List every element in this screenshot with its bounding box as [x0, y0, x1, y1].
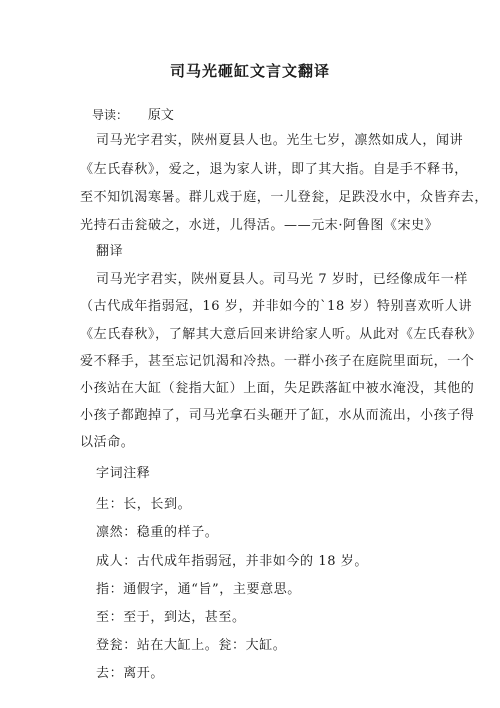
- translation-line: （古代成年指弱冠，16 岁，并非如今的`18 岁）特别喜欢听人讲: [80, 299, 473, 314]
- glossary-item: 登瓮：站在大缸上。瓮：大缸。: [96, 638, 287, 653]
- document-title: 司马光砸缸文言文翻译: [169, 62, 330, 80]
- translation-line: 爱不释手，甚至忘记饥渴和冷热。一群小孩子在庭院里面玩，一个: [80, 354, 475, 369]
- translation-line: 以活命。: [80, 435, 135, 450]
- guide-row: [92, 104, 174, 123]
- translation-line: 《左氏春秋》，了解其大意后回来讲给家人听。从此对《左氏春秋》: [80, 327, 482, 342]
- translation-line: 小孩子都跑掉了，司马光拿石头砸开了缸，水从而流出，小孩子得: [80, 408, 475, 423]
- guide-value: 原文: [147, 108, 174, 123]
- glossary-item: 去：离开。: [96, 666, 165, 681]
- original-line: 光持石击瓮破之，水迸，儿得活。——元末·阿鲁图《宋史》: [80, 218, 439, 233]
- glossary-item: 成人：古代成年指弱冠，并非如今的 18 岁。: [96, 554, 369, 569]
- original-line: 司马光字君实，陕州夏县人也。光生七岁，凛然如成人，闻讲: [96, 133, 464, 148]
- guide-label: 导读：: [92, 108, 129, 122]
- translation-line: 司马光字君实，陕州夏县人。司马光 7 岁时，已经像成年一样: [96, 272, 468, 287]
- translation-heading: 翻译: [96, 244, 124, 259]
- translation-line: 小孩站在大缸（瓮指大缸）上面，失足跌落缸中被水淹没，其他的: [80, 381, 475, 396]
- glossary-heading: 字词注释: [96, 466, 151, 481]
- glossary-item: 凛然：稳重的样子。: [96, 525, 219, 540]
- glossary-item: 指：通假字，通“旨”，主要意思。: [96, 582, 301, 597]
- glossary-item: 生：长，长到。: [96, 497, 192, 512]
- original-line: 《左氏春秋》，爱之，退为家人讲，即了其大指。自是手不释书，: [80, 162, 468, 177]
- glossary-item: 至：至于，到达，甚至。: [96, 610, 246, 625]
- original-line: 至不知饥渴寒暑。群儿戏于庭，一儿登瓮，足跌没水中，众皆弃去，: [80, 190, 489, 205]
